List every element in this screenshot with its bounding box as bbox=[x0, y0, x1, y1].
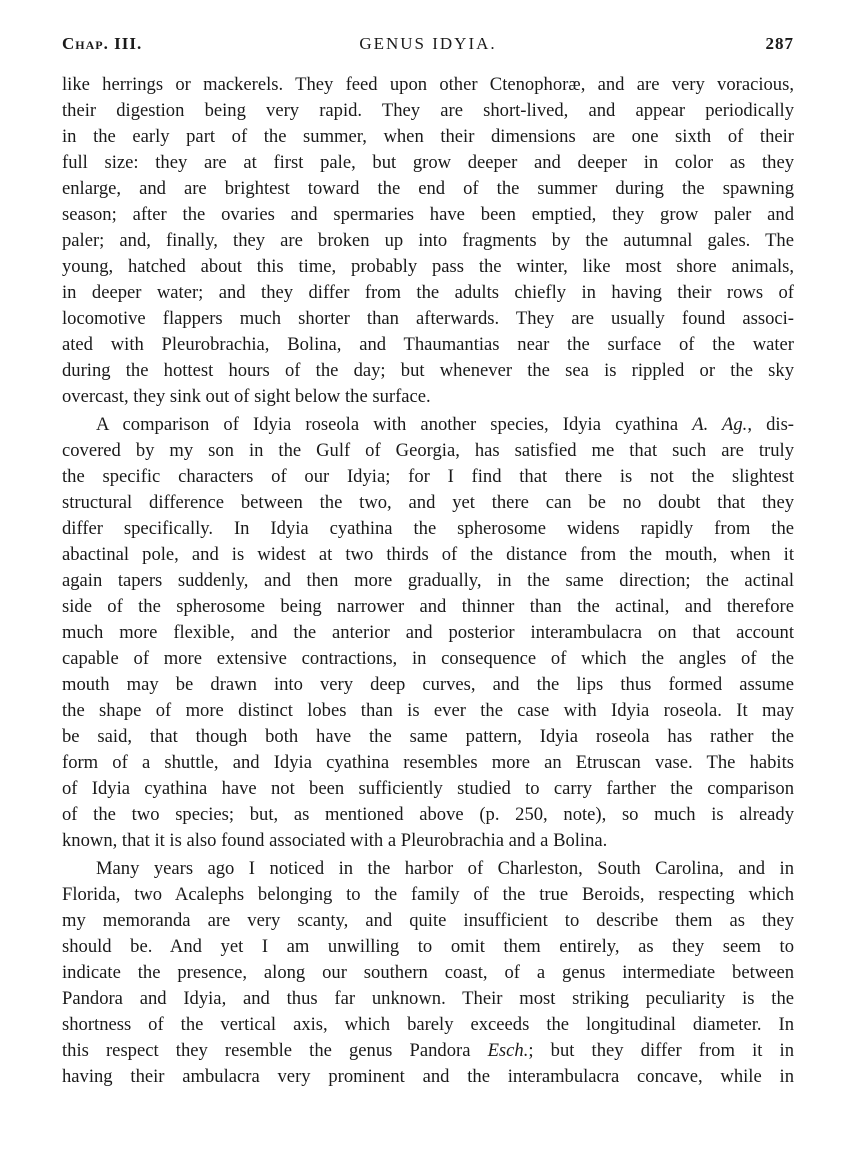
text-line: differ specifically. In Idyia cyathina the spherosome widens rapidly from the bbox=[62, 518, 794, 539]
text-line: should be. And yet I am unwilling to omit them entirely, as they seem to bbox=[62, 936, 794, 957]
text-line: overcast, they sink out of sight below the surface. bbox=[62, 386, 431, 407]
text-line: having their ambulacra very prominent and the interambulacra concave, while in bbox=[62, 1066, 794, 1087]
text-line: much more flexible, and the anterior and posterior interambulacra on that account bbox=[62, 622, 794, 643]
text-line: form of a shuttle, and Idyia cyathina resembles more an Etruscan vase. The habits bbox=[62, 752, 794, 773]
text-line: young, hatched about this time, probably pass the winter, like most shore animals, bbox=[62, 256, 794, 277]
text-line: be said, that though both have the same pattern, Idyia roseola has rather the bbox=[62, 726, 794, 747]
text-line: of the two species; but, as mentioned above (p. 250, note), so much is already bbox=[62, 804, 794, 825]
text-line: structural difference between the two, and yet there can be no doubt that they bbox=[62, 492, 794, 513]
text-line: covered by my son in the Gulf of Georgia, has satisfied me that such are truly bbox=[62, 440, 794, 461]
text-line: of Idyia cyathina have not been sufficiently studied to carry farther the comparison bbox=[62, 778, 794, 799]
text-line: known, that it is also found associated with a Pleurobrachia and a Bolina. bbox=[62, 830, 608, 851]
text-line: their digestion being very rapid. They are short-lived, and appear periodically bbox=[62, 100, 794, 121]
text-line: paler; and, finally, they are broken up into fragments by the autumnal gales. The bbox=[62, 230, 794, 251]
text-line: full size: they are at first pale, but grow deeper and deeper in color as they bbox=[62, 152, 794, 173]
running-title: GENUS IDYIA. bbox=[359, 34, 497, 53]
text-line: Florida, two Acalephs belonging to the family of the true Beroids, respecting which bbox=[62, 884, 794, 905]
text-line: enlarge, and are brightest toward the end of the summer during the spawning bbox=[62, 178, 794, 199]
text-line: like herrings or mackerels. They feed upon other Ctenophoræ, and are very voracious, bbox=[62, 74, 794, 95]
chapter-label: Chap. III. bbox=[62, 34, 143, 53]
page-number: 287 bbox=[765, 34, 794, 53]
text-line: during the hottest hours of the day; but whenever the sea is rippled or the sky bbox=[62, 360, 794, 381]
text-line: again tapers suddenly, and then more gradually, in the same direction; the actinal bbox=[62, 570, 794, 591]
text-line: Pandora and Idyia, and thus far unknown. Their most striking peculiarity is the bbox=[62, 988, 794, 1009]
text-line: season; after the ovaries and spermaries have been emptied, they grow paler and bbox=[62, 204, 794, 225]
text-line: shortness of the vertical axis, which barely exceeds the longitudinal diameter. In bbox=[62, 1014, 794, 1035]
text-line: the specific characters of our Idyia; for I find that there is not the slightest bbox=[62, 466, 794, 487]
text-line: indicate the presence, along our southern coast, of a genus intermediate between bbox=[62, 962, 794, 983]
running-header bbox=[62, 34, 794, 58]
text-line: abactinal pole, and is widest at two thirds of the distance from the mouth, when it bbox=[62, 544, 794, 565]
text-line: in deeper water; and they differ from the adults chiefly in having their rows of bbox=[62, 282, 794, 303]
text-line: ated with Pleurobrachia, Bolina, and Thaumantias near the surface of the water bbox=[62, 334, 794, 355]
text-line: Many years ago I noticed in the harbor of Charleston, South Carolina, and in bbox=[96, 858, 794, 879]
text-line: mouth may be drawn into very deep curves, and the lips thus formed assume bbox=[62, 674, 794, 695]
text-line: in the early part of the summer, when their dimensions are one sixth of their bbox=[62, 126, 794, 147]
text-line: this respect they resemble the genus Pandora Esch.; but they differ from it in bbox=[62, 1040, 794, 1061]
text-line: the shape of more distinct lobes than is ever the case with Idyia roseola. It may bbox=[62, 700, 794, 721]
text-line: locomotive flappers much shorter than afterwards. They are usually found associ- bbox=[62, 308, 794, 329]
text-line: capable of more extensive contractions, in consequence of which the angles of the bbox=[62, 648, 794, 669]
text-line: side of the spherosome being narrower and thinner than the actinal, and therefore bbox=[62, 596, 794, 617]
text-line: my memoranda are very scanty, and quite insufficient to describe them as they bbox=[62, 910, 794, 931]
text-line: A comparison of Idyia roseola with another species, Idyia cyathina A. Ag., dis- bbox=[96, 414, 794, 435]
